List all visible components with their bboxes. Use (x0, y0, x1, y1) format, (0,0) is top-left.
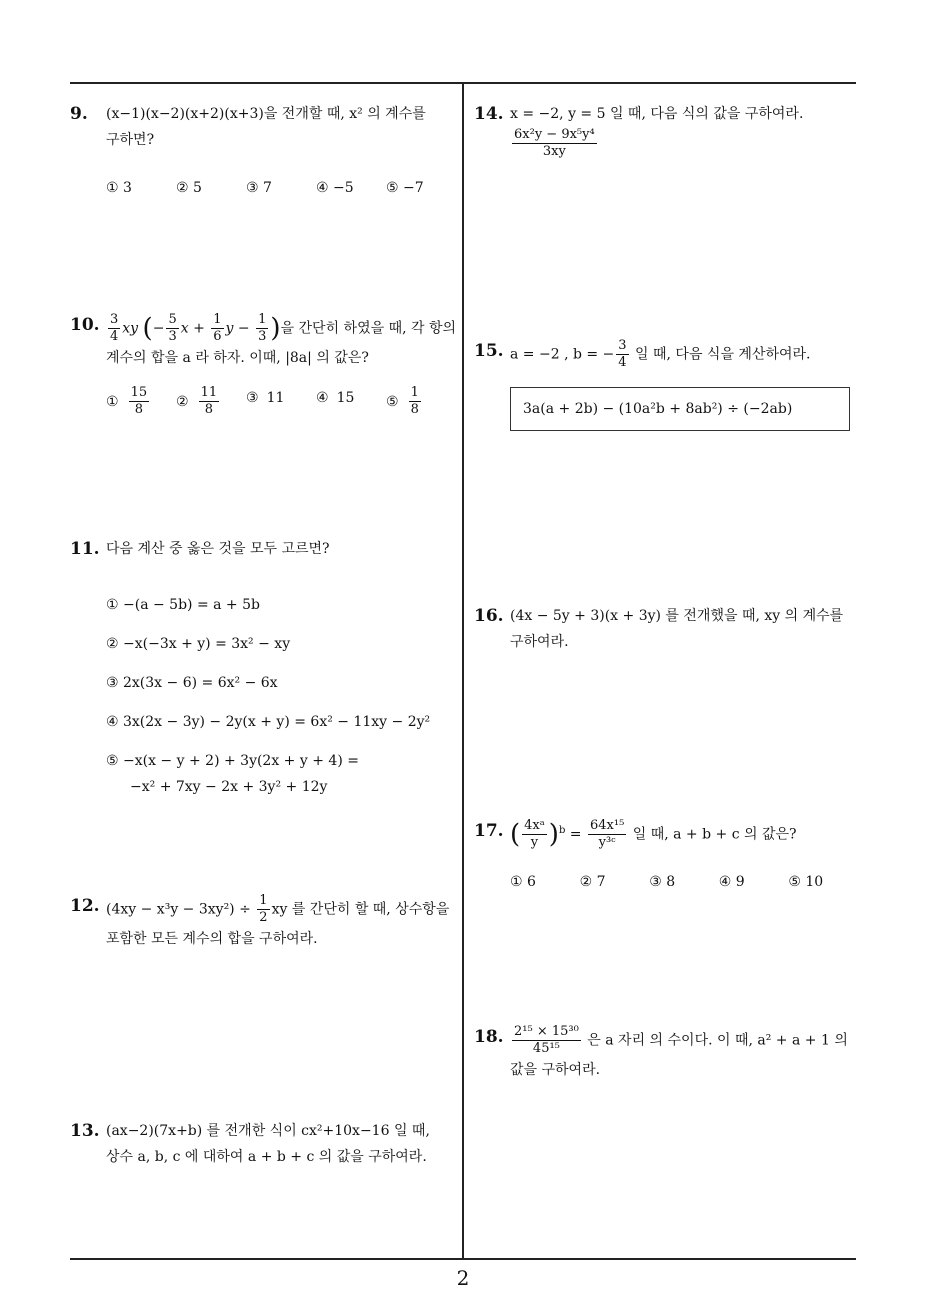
question-text-line1: $\frac{\text{2¹⁵ × 15³⁰}}{\text{45¹⁵}}$ 은 a 자리 의 수이다. 이 때, a² + a + 1 의 (514, 1024, 848, 1056)
answer-choices (106, 385, 460, 418)
question-9 (70, 101, 460, 201)
question-number: 18. (474, 1027, 504, 1047)
choice-4[interactable]: ④ −5 (316, 180, 354, 196)
question-13 (70, 1118, 460, 1170)
option-3[interactable]: ③ 2x(3x − 6) = 6x² − 6x (106, 675, 278, 691)
option-4[interactable]: ④ 3x(2x − 3y) − 2y(x + y) = 6x² − 11xy − 2y² (106, 714, 431, 730)
option-2[interactable]: ② −x(−3x + y) = 3x² − xy (106, 636, 291, 652)
choice-4[interactable]: ④ 9 (718, 874, 745, 890)
question-17 (474, 818, 858, 895)
bottom-rule (70, 1258, 856, 1260)
question-text-line1: (x−1)(x−2)(x+2)(x+3)을 전개할 때, x² 의 계수를 (106, 106, 426, 122)
answer-choices (510, 869, 858, 895)
question-text-line2: 구하면? (106, 132, 155, 148)
question-18 (474, 1024, 858, 1083)
question-text-line1: $\frac{3}{4}$ xy (− $\frac{5}{3}$ x + $\frac{1}{6}$ y − $\frac{1}{3}$ )을 간단히 하였을 때, 각 항의 (110, 312, 457, 344)
question-text-line1: (ax−2)(7x+b) 를 전개한 식이 cx²+10x−16 일 때, (106, 1123, 430, 1139)
question-text-line1: (4xy − x³y − 3xy²) ÷ $\frac{1}{2}$ xy 를 간단히 할 때, 상수항을 (106, 893, 450, 925)
choice-4[interactable]: ④ 15 (316, 390, 355, 406)
option-5-continuation: −x² + 7xy − 2x + 3y² + 12y (130, 779, 328, 795)
question-text-line2: 상수 a, b, c 에 대하여 a + b + c 의 값을 구하여라. (106, 1149, 427, 1165)
question-10 (70, 312, 460, 418)
option-list (106, 592, 460, 800)
question-number: 14. (474, 104, 504, 124)
question-text-line2: 구하여라. (510, 634, 569, 650)
choice-2[interactable]: ② $\frac{11}{8}$ (176, 385, 218, 417)
question-16 (474, 603, 858, 655)
choice-5[interactable]: ⑤ $\frac{1}{8}$ (386, 385, 419, 417)
question-text-line1: a = −2 , b = − $\frac{3}{4}$ 일 때, 다음 식을 계산하여라. (510, 338, 811, 370)
question-text-line1: ( $\frac{\text{4xᵃ}}{y}$ )$^b$ = $\frac{\text{64x¹⁵}}{\text{y³ᶜ}}$ 일 때, a + b + c 의 값은? (510, 818, 797, 850)
question-text-tail: 을 간단히 하였을 때, 각 항의 (280, 320, 457, 337)
question-12 (70, 893, 460, 952)
question-text-line2: 계수의 합을 a 라 하자. 이때, |8a| 의 값은? (106, 350, 369, 366)
choice-1[interactable]: ① 6 (510, 874, 536, 890)
choice-1[interactable]: ① 3 (106, 180, 132, 196)
choice-2[interactable]: ② 5 (176, 180, 202, 196)
question-number: 9. (70, 104, 88, 124)
choice-2[interactable]: ② 7 (579, 874, 606, 890)
page-number: 2 (456, 1266, 470, 1290)
option-5[interactable]: ⑤ −x(x − y + 2) + 3y(2x + y + 4) = (106, 753, 359, 769)
question-number: 17. (474, 821, 504, 841)
question-14 (474, 101, 858, 160)
question-number: 11. (70, 539, 100, 559)
question-15 (474, 338, 858, 431)
question-number: 16. (474, 606, 504, 626)
choice-5[interactable]: ⑤ −7 (386, 180, 424, 196)
question-text-line2: 값을 구하여라. (510, 1062, 601, 1078)
question-number: 15. (474, 341, 504, 361)
question-text-line1: 다음 계산 중 옳은 것을 모두 고르면? (106, 541, 330, 557)
question-11 (70, 536, 460, 800)
column-divider (462, 84, 464, 1258)
choice-3[interactable]: ③ 8 (649, 874, 676, 890)
question-number: 12. (70, 896, 100, 916)
question-number: 13. (70, 1121, 100, 1141)
option-1[interactable]: ① −(a − 5b) = a + 5b (106, 597, 260, 613)
question-text-line1: (4x − 5y + 3)(x + 3y) 를 전개했을 때, xy 의 계수를 (510, 608, 844, 624)
choice-3[interactable]: ③ 11 (246, 390, 285, 406)
answer-choices (106, 175, 460, 201)
choice-3[interactable]: ③ 7 (246, 180, 272, 196)
question-text-line1: x = −2, y = 5 일 때, 다음 식의 값을 구하여라. (510, 106, 804, 122)
expression-fraction: $\frac{\text{6x²y − 9x⁵y⁴}}{3xy}$ (514, 127, 595, 159)
question-text-line2: 포함한 모든 계수의 합을 구하여라. (106, 931, 318, 947)
choice-1[interactable]: ① $\frac{15}{8}$ (106, 385, 148, 417)
choice-5[interactable]: ⑤ 10 (788, 874, 824, 890)
fraction: $\frac{3}{4}$ (110, 312, 119, 344)
expression-box: 3a(a + 2b) − (10a²b + 8ab²) ÷ (−2ab) (510, 387, 850, 431)
question-number: 10. (70, 315, 100, 335)
